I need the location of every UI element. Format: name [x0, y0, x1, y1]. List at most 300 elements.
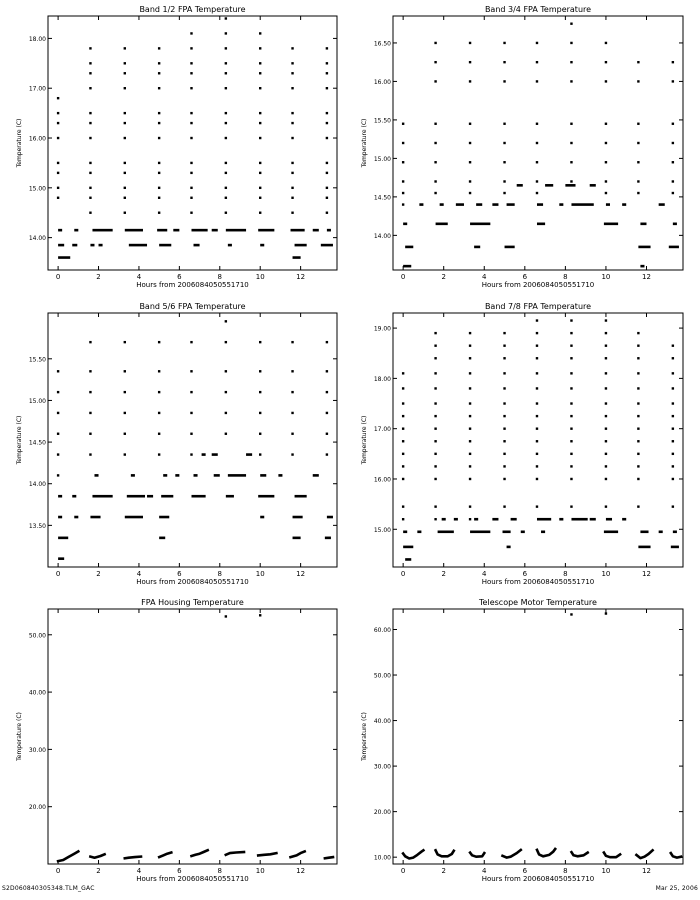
x-tick-label: 6: [177, 867, 182, 875]
data-point: [469, 402, 471, 404]
data-run: [492, 203, 498, 206]
data-point: [89, 122, 91, 124]
data-run: [606, 518, 612, 521]
data-point: [326, 453, 328, 455]
data-point: [570, 332, 572, 334]
data-point: [158, 197, 160, 199]
data-trace: [403, 850, 423, 858]
data-point: [434, 80, 436, 82]
x-tick-label: 2: [96, 867, 101, 875]
data-point: [402, 180, 404, 182]
y-tick-label: 15.00: [373, 526, 391, 534]
x-tick-label: 10: [255, 867, 265, 875]
y-tick-label: 20.00: [28, 804, 46, 812]
y-tick-label: 40.00: [373, 718, 391, 726]
data-trace: [258, 853, 276, 855]
data-point: [434, 161, 436, 163]
data-run: [541, 530, 545, 533]
data-point: [89, 162, 91, 164]
data-point: [259, 62, 261, 64]
x-tick-label: 2: [96, 570, 101, 578]
data-point: [605, 357, 607, 359]
y-tick-label: 50.00: [373, 672, 391, 680]
data-point: [57, 137, 59, 139]
data-point: [536, 192, 538, 194]
data-point: [536, 387, 538, 389]
data-trace: [226, 852, 244, 855]
data-point: [124, 197, 126, 199]
data-point: [291, 122, 293, 124]
x-tick-label: 4: [136, 867, 142, 875]
data-point: [637, 123, 639, 125]
y-tick-label: 16.00: [373, 476, 391, 484]
data-point: [326, 187, 328, 189]
data-run: [58, 229, 62, 232]
data-point: [259, 87, 261, 89]
data-point: [672, 453, 674, 455]
data-point: [536, 344, 538, 346]
x-tick-label: 6: [522, 570, 528, 578]
data-point: [124, 47, 126, 49]
data-point: [570, 372, 572, 374]
plot-frame: [48, 313, 337, 567]
data-point: [326, 72, 328, 74]
data-point: [402, 440, 404, 442]
data-run: [258, 229, 274, 232]
plot-frame: [48, 609, 337, 864]
data-point: [190, 391, 192, 393]
data-run: [92, 229, 112, 232]
data-run: [72, 244, 77, 247]
chart-panel-1: [16, 5, 337, 289]
data-point: [536, 427, 538, 429]
data-run: [125, 516, 143, 519]
x-axis-label: Hours from 2006084050551710: [481, 875, 595, 883]
x-tick-label: 2: [441, 570, 446, 578]
data-point: [57, 474, 59, 476]
data-run: [228, 474, 246, 477]
x-tick-label: 0: [55, 867, 61, 875]
data-point: [57, 172, 59, 174]
data-point: [570, 415, 572, 417]
data-point: [124, 370, 126, 372]
data-point: [536, 402, 538, 404]
data-run: [511, 518, 517, 521]
data-run: [212, 453, 218, 456]
data-point: [672, 440, 674, 442]
data-point: [225, 137, 227, 139]
chart-title: Telescope Motor Temperature: [479, 598, 597, 607]
data-point: [605, 344, 607, 346]
data-point: [672, 372, 674, 374]
data-run: [673, 223, 677, 226]
data-point: [402, 387, 404, 389]
data-point: [402, 453, 404, 455]
data-point: [605, 478, 607, 480]
data-point: [536, 478, 538, 480]
data-point: [259, 341, 261, 343]
data-point: [291, 187, 293, 189]
x-tick-label: 8: [563, 570, 568, 578]
data-point: [89, 453, 91, 455]
data-point: [326, 62, 328, 64]
data-run: [521, 530, 525, 533]
data-trace: [90, 854, 104, 857]
data-point: [469, 478, 471, 480]
chart-panel-5: [16, 598, 337, 883]
data-point: [326, 370, 328, 372]
data-run: [226, 229, 246, 232]
data-trace: [572, 852, 588, 856]
data-point: [503, 61, 505, 63]
x-tick-label: 0: [400, 273, 406, 281]
plot-frame: [48, 16, 337, 270]
data-point: [605, 440, 607, 442]
data-run: [622, 518, 626, 521]
data-point: [190, 187, 192, 189]
data-point: [570, 42, 572, 44]
data-point: [57, 412, 59, 414]
data-run: [507, 546, 511, 549]
data-point: [158, 137, 160, 139]
x-tick-label: 4: [482, 867, 487, 875]
chart-title: Band 3/4 FPA Temperature: [484, 5, 592, 14]
x-tick-label: 0: [55, 570, 61, 578]
data-point: [225, 122, 227, 124]
footer-file-name: S2D060840305348.TLM_GAC: [2, 885, 95, 892]
data-run: [58, 256, 70, 259]
y-tick-label: 60.00: [373, 626, 391, 634]
data-point: [434, 402, 436, 404]
data-point: [605, 161, 607, 163]
data-point: [124, 172, 126, 174]
data-point: [326, 162, 328, 164]
data-point: [124, 433, 126, 435]
data-point: [259, 162, 261, 164]
data-run: [537, 223, 545, 226]
data-point: [637, 142, 639, 144]
data-run: [640, 223, 646, 226]
data-point: [89, 341, 91, 343]
data-point: [434, 61, 436, 63]
data-run: [293, 256, 301, 259]
y-axis-label: Temperature (C): [16, 415, 23, 465]
y-tick-label: 20.00: [373, 809, 391, 817]
data-point: [672, 123, 674, 125]
data-point: [637, 465, 639, 467]
x-tick-label: 6: [522, 867, 528, 875]
data-run: [669, 246, 679, 249]
data-point: [402, 142, 404, 144]
data-run: [327, 516, 333, 519]
data-point: [57, 162, 59, 164]
data-point: [672, 465, 674, 467]
y-tick-label: 15.50: [28, 356, 46, 364]
data-run: [559, 203, 563, 206]
data-point: [469, 192, 471, 194]
data-point: [326, 47, 328, 49]
data-run: [673, 530, 677, 533]
data-point: [672, 402, 674, 404]
data-point: [469, 518, 471, 520]
y-axis-label: Temperature (C): [16, 712, 23, 761]
plot-frame: [393, 313, 683, 567]
data-point: [469, 415, 471, 417]
data-point: [469, 440, 471, 442]
data-point: [536, 42, 538, 44]
x-tick-label: 8: [563, 867, 568, 875]
chart-title: Band 7/8 FPA Temperature: [484, 302, 592, 311]
data-run: [640, 265, 644, 268]
data-point: [637, 372, 639, 374]
y-tick-label: 14.50: [28, 439, 46, 447]
data-point: [124, 412, 126, 414]
y-tick-label: 15.00: [28, 185, 46, 193]
data-point: [434, 440, 436, 442]
data-point: [672, 80, 674, 82]
data-point: [158, 370, 160, 372]
data-run: [90, 516, 100, 519]
data-point: [225, 72, 227, 74]
data-point: [225, 187, 227, 189]
data-point: [605, 415, 607, 417]
data-run: [313, 474, 319, 477]
data-point: [89, 47, 91, 49]
data-point: [124, 453, 126, 455]
data-run: [640, 530, 648, 533]
data-run: [507, 203, 515, 206]
data-run: [202, 453, 206, 456]
y-axis-label: Temperature (C): [361, 712, 368, 761]
data-run: [474, 518, 478, 521]
data-run: [173, 229, 179, 232]
data-point: [158, 87, 160, 89]
data-trace: [470, 853, 484, 857]
data-run: [295, 244, 307, 247]
data-point: [89, 172, 91, 174]
data-trace: [537, 849, 555, 856]
x-tick-label: 8: [217, 273, 223, 281]
data-run: [474, 246, 480, 249]
data-point: [89, 412, 91, 414]
data-trace: [604, 853, 620, 858]
data-point: [503, 478, 505, 480]
x-tick-label: 2: [441, 867, 446, 875]
data-run: [58, 495, 62, 498]
data-point: [89, 72, 91, 74]
data-point: [672, 180, 674, 182]
data-point: [605, 612, 607, 614]
data-point: [503, 402, 505, 404]
data-point: [225, 391, 227, 393]
data-point: [434, 357, 436, 359]
y-tick-label: 15.00: [28, 397, 46, 405]
data-point: [57, 112, 59, 114]
data-run: [537, 518, 551, 521]
data-point: [190, 433, 192, 435]
data-point: [225, 341, 227, 343]
data-point: [259, 187, 261, 189]
x-tick-label: 0: [400, 867, 406, 875]
data-point: [326, 212, 328, 214]
data-run: [191, 495, 205, 498]
plot-frame: [393, 609, 683, 864]
y-tick-label: 15.50: [373, 117, 391, 125]
data-point: [57, 453, 59, 455]
data-run: [517, 184, 523, 187]
data-point: [225, 112, 227, 114]
data-point: [536, 453, 538, 455]
data-run: [226, 495, 234, 498]
x-tick-label: 12: [296, 273, 306, 281]
data-run: [58, 537, 68, 540]
data-point: [259, 370, 261, 372]
data-point: [158, 162, 160, 164]
data-point: [434, 415, 436, 417]
x-axis-label: Hours from 2006084050551710: [136, 281, 249, 289]
data-run: [260, 516, 264, 519]
data-point: [672, 415, 674, 417]
data-point: [89, 112, 91, 114]
data-point: [536, 440, 538, 442]
data-point: [605, 42, 607, 44]
data-run: [194, 474, 198, 477]
data-point: [637, 161, 639, 163]
data-run: [604, 530, 618, 533]
data-point: [259, 47, 261, 49]
data-point: [469, 142, 471, 144]
data-point: [326, 391, 328, 393]
data-point: [259, 614, 261, 616]
data-point: [469, 505, 471, 507]
data-run: [74, 516, 78, 519]
data-point: [503, 344, 505, 346]
data-point: [402, 465, 404, 467]
y-tick-label: 13.50: [28, 522, 46, 530]
chart-panel-6: [361, 598, 683, 883]
data-point: [536, 61, 538, 63]
data-point: [469, 344, 471, 346]
data-point: [434, 123, 436, 125]
data-point: [402, 203, 404, 205]
data-point: [190, 162, 192, 164]
data-point: [637, 402, 639, 404]
data-run: [622, 203, 626, 206]
y-tick-label: 17.00: [373, 426, 391, 434]
data-point: [190, 112, 192, 114]
data-point: [570, 319, 572, 321]
data-point: [326, 112, 328, 114]
data-point: [158, 112, 160, 114]
data-point: [124, 72, 126, 74]
data-point: [326, 433, 328, 435]
data-run: [405, 246, 413, 249]
chart-title: FPA Housing Temperature: [141, 598, 244, 607]
data-point: [158, 62, 160, 64]
data-point: [291, 72, 293, 74]
y-axis-label: Temperature (C): [16, 118, 23, 168]
data-point: [570, 613, 572, 615]
data-run: [99, 244, 103, 247]
data-point: [402, 123, 404, 125]
data-run: [419, 203, 423, 206]
data-run: [659, 203, 665, 206]
data-run: [157, 229, 167, 232]
data-point: [259, 72, 261, 74]
x-tick-label: 6: [177, 273, 182, 281]
data-point: [570, 440, 572, 442]
data-point: [259, 122, 261, 124]
data-point: [434, 332, 436, 334]
data-point: [536, 415, 538, 417]
data-run: [258, 495, 274, 498]
data-trace: [125, 857, 141, 859]
data-point: [434, 465, 436, 467]
data-point: [536, 180, 538, 182]
data-point: [57, 391, 59, 393]
data-run: [436, 223, 448, 226]
data-point: [259, 197, 261, 199]
data-run: [194, 244, 200, 247]
data-trace: [58, 851, 78, 861]
data-run: [470, 530, 490, 533]
data-run: [492, 518, 498, 521]
data-run: [127, 495, 145, 498]
chart-panel-3: [16, 302, 337, 586]
data-point: [605, 332, 607, 334]
footer-date: Mar 25, 2006: [655, 885, 698, 892]
data-point: [570, 453, 572, 455]
x-tick-label: 4: [482, 570, 487, 578]
data-point: [570, 61, 572, 63]
data-point: [124, 391, 126, 393]
data-run: [228, 244, 232, 247]
data-point: [158, 412, 160, 414]
data-point: [291, 433, 293, 435]
data-point: [536, 357, 538, 359]
y-tick-label: 14.50: [373, 194, 391, 202]
data-point: [291, 62, 293, 64]
data-point: [225, 32, 227, 34]
data-point: [637, 440, 639, 442]
data-point: [259, 391, 261, 393]
data-point: [469, 465, 471, 467]
y-tick-label: 18.00: [373, 375, 391, 383]
data-point: [291, 370, 293, 372]
x-tick-label: 12: [642, 867, 651, 875]
data-point: [503, 465, 505, 467]
data-point: [605, 465, 607, 467]
data-run: [175, 474, 179, 477]
data-point: [225, 47, 227, 49]
data-point: [291, 341, 293, 343]
data-point: [158, 433, 160, 435]
data-point: [434, 505, 436, 507]
data-run: [604, 223, 618, 226]
data-point: [637, 505, 639, 507]
data-run: [470, 223, 490, 226]
data-point: [158, 172, 160, 174]
data-point: [672, 61, 674, 63]
y-tick-label: 18.00: [28, 35, 46, 43]
data-point: [469, 453, 471, 455]
data-point: [469, 42, 471, 44]
data-point: [605, 387, 607, 389]
y-tick-label: 10.00: [373, 854, 391, 862]
data-run: [159, 537, 165, 540]
data-point: [570, 478, 572, 480]
data-point: [89, 212, 91, 214]
